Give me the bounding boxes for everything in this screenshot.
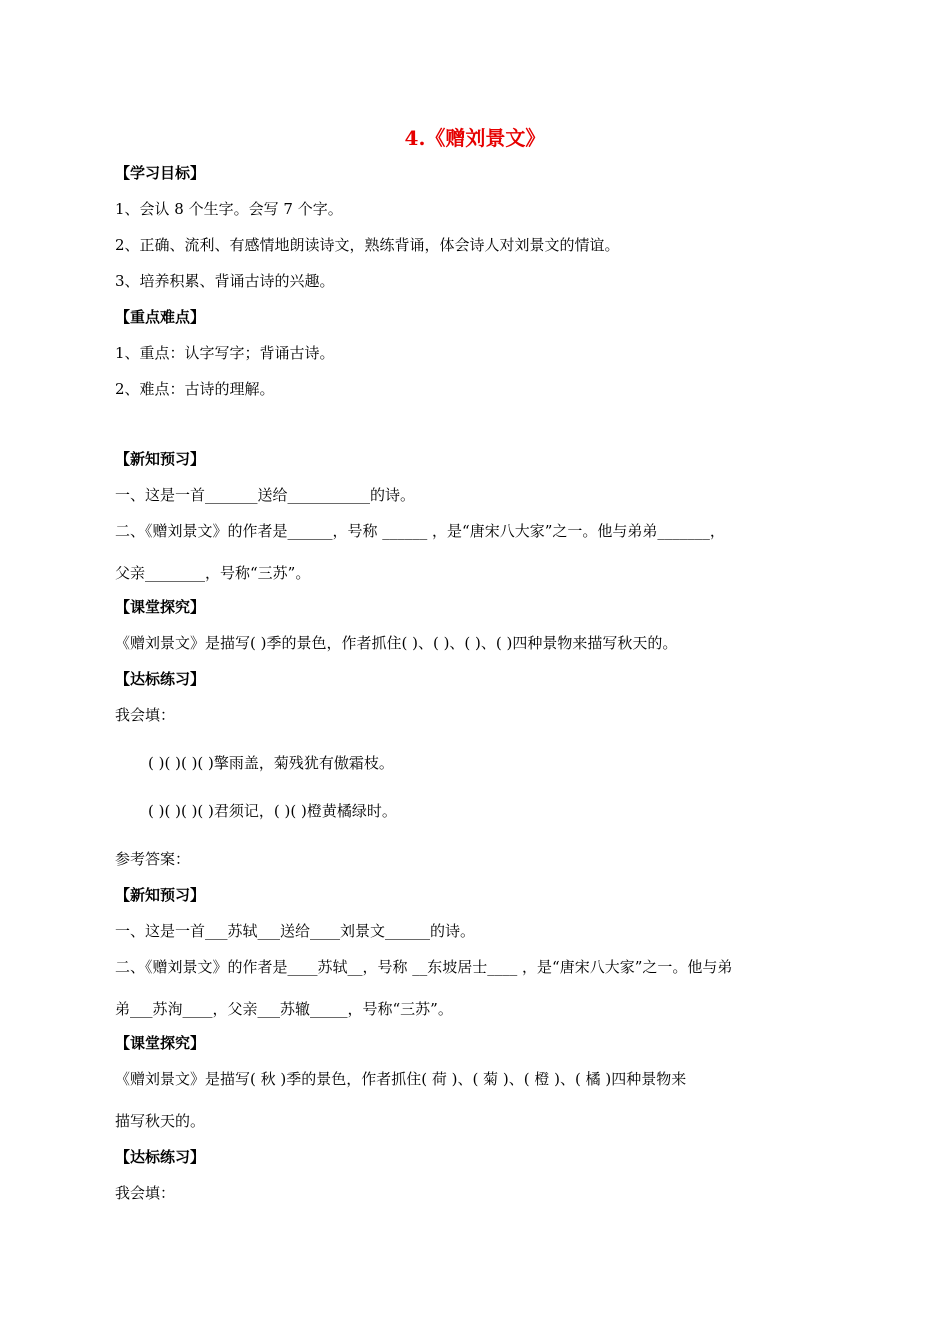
key-point-1: 1、重点：认字写字；背诵古诗。: [115, 344, 335, 362]
preview-line-1: 一、这是一首_______送给___________的诗。: [115, 486, 416, 504]
answers-explore-heading: 【课堂探究】: [115, 1034, 206, 1052]
key-heading: 【重点难点】: [115, 308, 206, 326]
answers-explore-line-1: 《赠刘景文》是描写( 秋 )季的景色，作者抓住( 荷 )、( 菊 )、( 橙 )、( 橘 )四种景物来: [115, 1070, 687, 1088]
preview-line-2: 二、《赠刘景文》的作者是______，号称 ______ ，是“唐宋八大家”之一。他与弟弟_______，: [115, 522, 725, 540]
practice-line-1: ( )( )( )( )擎雨盖，菊残犹有傲霜枝。: [148, 754, 394, 772]
preview-line-3: 父亲________，号称“三苏”。: [115, 564, 311, 582]
explore-heading: 【课堂探究】: [115, 598, 206, 616]
practice-intro: 我会填：: [115, 706, 176, 724]
objective-2: 2、正确、流利、有感情地朗读诗文，熟练背诵，体会诗人对刘景文的情谊。: [115, 236, 620, 254]
answers-preview-line-1: 一、这是一首___苏轼___送给____刘景文______的诗。: [115, 922, 476, 940]
answers-practice-intro: 我会填：: [115, 1184, 176, 1202]
objectives-heading: 【学习目标】: [115, 164, 206, 182]
practice-heading: 【达标练习】: [115, 670, 206, 688]
page-title: 4.《赠刘景文》: [404, 126, 546, 150]
answers-explore-line-2: 描写秋天的。: [115, 1112, 206, 1130]
answers-preview-line-3: 弟___苏洵____，父亲___苏辙_____，号称“三苏”。: [115, 1000, 453, 1018]
objective-3: 3、培养积累、背诵古诗的兴趣。: [115, 272, 335, 290]
preview-heading: 【新知预习】: [115, 450, 206, 468]
objective-1: 1、会认 8 个生字。会写 7 个字。: [115, 200, 343, 218]
practice-line-2: ( )( )( )( )君须记，( )( )橙黄橘绿时。: [148, 802, 397, 820]
explore-text: 《赠刘景文》是描写( )季的景色，作者抓住( )、( )、( )、( )四种景物来描写秋天的。: [115, 634, 678, 652]
answers-heading: 参考答案：: [115, 850, 191, 868]
answers-preview-line-2: 二、《赠刘景文》的作者是____苏轼__，号称 __东坡居士____ ，是“唐宋八大家”之一。他与弟: [115, 958, 733, 976]
answers-practice-heading: 【达标练习】: [115, 1148, 206, 1166]
answers-preview-heading: 【新知预习】: [115, 886, 206, 904]
key-point-2: 2、难点：古诗的理解。: [115, 380, 275, 398]
